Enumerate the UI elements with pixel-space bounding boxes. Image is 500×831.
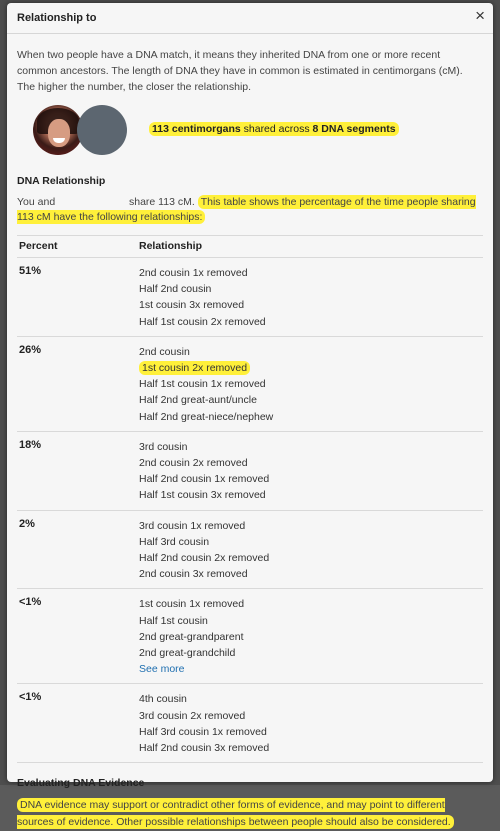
close-icon[interactable]: × [475,6,485,25]
modal-title: Relationship to [17,12,160,24]
see-more-link[interactable]: See more [139,663,185,676]
evidence-title: Evaluating DNA Evidence [17,777,145,790]
percent-cell: <1% [19,596,42,609]
relationship-item: 4th cousin [139,693,187,706]
relationship-modal [7,3,493,829]
relationship-cell [139,265,483,330]
redacted-match-name [58,198,126,207]
relationship-item: 2nd great-grandparent [139,630,244,643]
percent-cell: 26% [19,343,42,356]
table-body [17,258,483,763]
match-avatars [17,105,483,163]
relationship-item: 2nd cousin 1x removed [139,267,248,279]
relationship-item: 3rd cousin 2x removed [139,709,246,722]
relationship-item: 3rd cousin [139,440,188,453]
percent-cell: 18% [19,438,42,451]
relationship-cell [139,596,483,677]
table-row [17,258,483,337]
match-avatar [77,105,127,155]
header-relationship: Relationship [139,240,203,252]
relationship-item: Half 3rd cousin 1x removed [139,725,267,738]
relationship-item: Half 2nd cousin [139,283,212,296]
table-row [17,511,483,590]
relationship-table [17,235,483,763]
shared-cm-summary: 113 centimorgans shared across 8 DNA segments [149,123,399,135]
relationship-item: Half 2nd cousin 2x removed [139,552,270,565]
modal-content [17,47,483,831]
relationship-item: 2nd cousin 2x removed [139,457,248,470]
relationship-item: 1st cousin 1x removed [139,598,245,611]
table-row [17,589,483,684]
relationship-cell [139,344,483,425]
relationship-item: 2nd great-grandchild [139,647,236,660]
relationship-item: 1st cousin 2x removed [139,360,483,376]
relationship-item: Half 1st cousin 2x removed [139,315,266,328]
table-row [17,684,483,763]
user-avatar [33,105,83,155]
relationship-item: Half 2nd cousin 3x removed [139,742,270,755]
relationship-item: Half 1st cousin 3x removed [139,489,266,502]
relationship-item: Half 3rd cousin [139,535,210,548]
table-row [17,432,483,511]
dna-relationship-title: DNA Relationship [17,175,106,187]
relationship-item: Half 2nd great-aunt/uncle [139,394,257,407]
table-row [17,337,483,432]
evidence-text: DNA evidence may support or contradict other forms of evidence, and may point to different sources of evidence. Other possible relationships between people should also be considered. [17,797,483,831]
relationship-item: Half 1st cousin 1x removed [139,378,266,391]
relationship-cell [139,691,483,756]
header-percent: Percent [19,240,58,252]
relationship-item: 1st cousin 3x removed [139,299,245,312]
redacted-name [100,14,160,23]
table-header [17,236,483,258]
relationship-item: Half 1st cousin [139,614,208,627]
relationship-item: 2nd cousin 3x removed [139,568,248,581]
relationship-item: 3rd cousin 1x removed [139,519,246,532]
percent-cell: 2% [19,517,35,530]
relationship-cell [139,518,483,583]
percent-cell: <1% [19,691,42,704]
modal-header [7,3,493,34]
relationship-cell [139,439,483,504]
relationship-item: Half 2nd cousin 1x removed [139,473,270,486]
percent-cell: 51% [19,265,42,277]
relationship-item: Half 2nd great-niece/nephew [139,410,274,423]
relationship-item: 2nd cousin [139,345,190,358]
intro-text: When two people have a DNA match, it means they inherited DNA from one or more recent common ancestors. The length of DNA they have in common is estimated in centimorgans (cM). The higher the number, the closer the relationship. [17,49,463,93]
dna-relationship-text: You and share 113 cM. This table shows the percentage of the time people sharing 113 cM have the following relationships: [17,196,476,223]
